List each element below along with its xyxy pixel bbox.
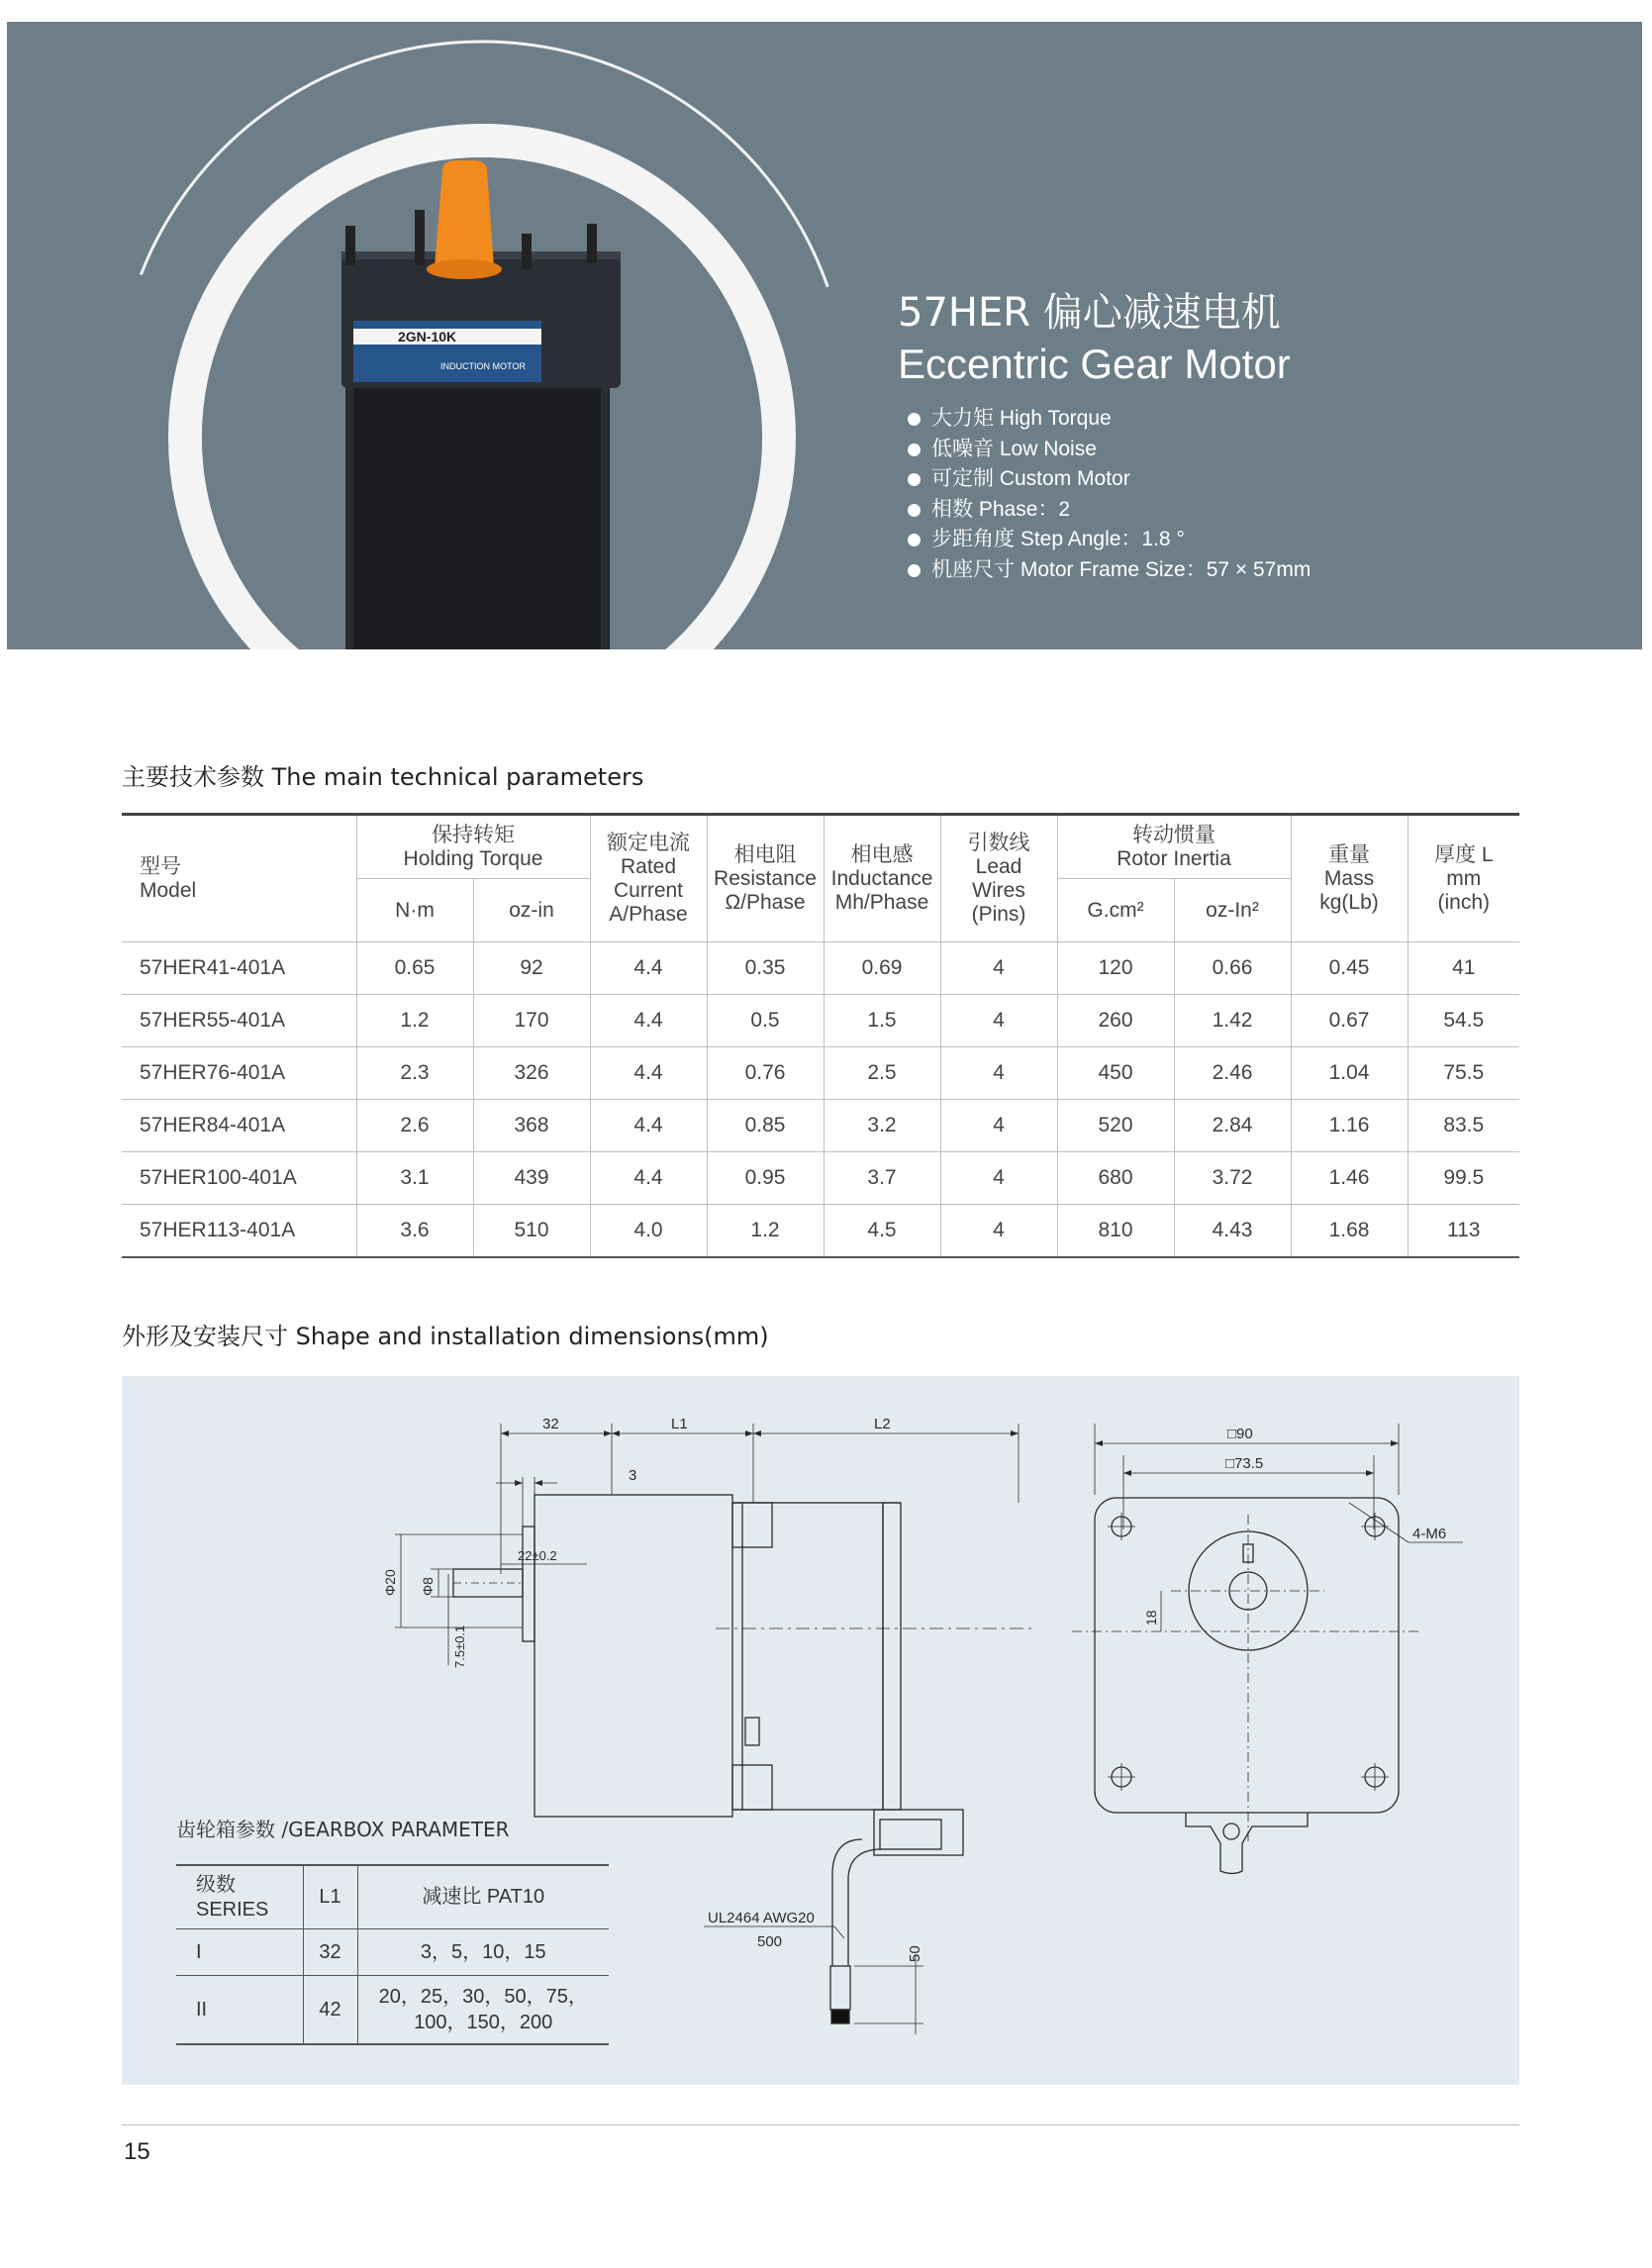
col-inertia-ozin: oz-In² — [1174, 879, 1291, 942]
dim-18: 18 — [1143, 1610, 1159, 1626]
dim-3: 3 — [629, 1467, 637, 1484]
hero-title-cn: 57HER 偏心减速电机 — [898, 290, 1281, 336]
hero-title — [898, 287, 1291, 390]
feature-item: 机座尺寸 Motor Frame Size：57 × 57mm — [908, 555, 1311, 586]
motor-illustration — [7, 22, 1642, 649]
col-torque-ozin: oz-in — [473, 879, 590, 942]
dim-phi20: Φ20 — [382, 1569, 398, 1596]
table-row: II 42 20，25，30，50，75， 100，150，200 — [176, 1976, 609, 2045]
params-table — [122, 813, 1519, 1258]
dim-50: 50 — [907, 1945, 923, 1962]
col-inertia-gcm: G.cm² — [1057, 879, 1174, 942]
cable-spec: UL2464 AWG20 — [708, 1910, 815, 1926]
page-number: 15 — [124, 2138, 150, 2165]
cable-length: 500 — [757, 1933, 783, 1950]
dim-22: 22±0.2 — [518, 1548, 557, 1563]
col-rated-current: 额定电流 Rated Current A/Phase — [590, 815, 707, 942]
table-row: 57HER84-401A 2.6 368 4.4 0.85 3.2 4 520 2.84 1.16 83.5 — [122, 1100, 1519, 1152]
table-row: I 32 3，5，10，15 — [176, 1929, 609, 1976]
params-heading: 主要技术参数 The main technical parameters — [122, 763, 644, 791]
feature-item: 步距角度 Step Angle：1.8 ° — [908, 525, 1311, 555]
dim-square-73: □73.5 — [1225, 1455, 1264, 1472]
col-l1: L1 — [303, 1865, 357, 1929]
feature-item: 大力矩 High Torque — [908, 404, 1311, 435]
col-length: 厚度 L mm (inch) — [1408, 815, 1519, 942]
dim-32: 32 — [542, 1416, 559, 1432]
bullet-icon — [908, 413, 921, 426]
col-holding-torque: 保持转矩 Holding Torque — [356, 815, 590, 879]
hero-title-en: Eccentric Gear Motor — [898, 341, 1291, 387]
feature-item: 低噪音 Low Noise — [908, 435, 1311, 465]
col-rotor-inertia: 转动惯量 Rotor Inertia — [1057, 815, 1291, 879]
table-row: 57HER100-401A 3.1 439 4.4 0.95 3.7 4 680 3.72 1.46 99.5 — [122, 1152, 1519, 1205]
table-row: 57HER76-401A 2.3 326 4.4 0.76 2.5 4 450 2.46 1.04 75.5 — [122, 1047, 1519, 1100]
motor-label-type: INDUCTION MOTOR — [440, 361, 526, 371]
col-resistance: 相电阻 Resistance Ω/Phase — [707, 815, 824, 942]
col-series: 级数 SERIES — [176, 1865, 303, 1929]
col-ratio: 减速比 PAT10 — [357, 1865, 609, 1929]
bullet-icon — [908, 504, 921, 517]
col-model: 型号 Model — [122, 815, 356, 942]
footer-divider — [122, 2124, 1519, 2125]
table-row: 57HER41-401A 0.65 92 4.4 0.35 0.69 4 120 0.66 0.45 41 — [122, 942, 1519, 995]
dim-l1: L1 — [671, 1416, 688, 1432]
dim-7-5: 7.5±0.1 — [452, 1625, 467, 1668]
dimensions-heading: 外形及安装尺寸 Shape and installation dimensions(mm) — [122, 1323, 769, 1350]
col-inductance: 相电感 Inductance Mh/Phase — [824, 815, 940, 942]
dim-4-m6: 4-M6 — [1412, 1526, 1447, 1542]
gearbox-title: 齿轮箱参数 /GEARBOX PARAMETER — [176, 1818, 510, 1841]
hero-banner — [7, 22, 1642, 649]
col-mass: 重量 Mass kg(Lb) — [1291, 815, 1408, 942]
col-lead-wires: 引数线 Lead Wires (Pins) — [940, 815, 1057, 942]
bullet-icon — [908, 444, 921, 456]
feature-item: 相数 Phase：2 — [908, 495, 1311, 526]
motor-label-model: 2GN-10K — [398, 329, 457, 345]
feature-item: 可定制 Custom Motor — [908, 464, 1311, 495]
dim-phi8: Φ8 — [420, 1577, 436, 1596]
feature-list — [908, 404, 1311, 585]
gearbox-table — [176, 1864, 609, 2045]
bullet-icon — [908, 534, 921, 546]
dimension-drawing-panel — [122, 1376, 1519, 2085]
table-row: 57HER113-401A 3.6 510 4.0 1.2 4.5 4 810 4.43 1.68 113 — [122, 1205, 1519, 1258]
bullet-icon — [908, 473, 921, 486]
dim-square-90: □90 — [1227, 1426, 1253, 1442]
bullet-icon — [908, 564, 921, 577]
table-row: 57HER55-401A 1.2 170 4.4 0.5 1.5 4 260 1.42 0.67 54.5 — [122, 995, 1519, 1047]
dim-l2: L2 — [874, 1416, 891, 1432]
col-torque-nm: N·m — [356, 879, 473, 942]
